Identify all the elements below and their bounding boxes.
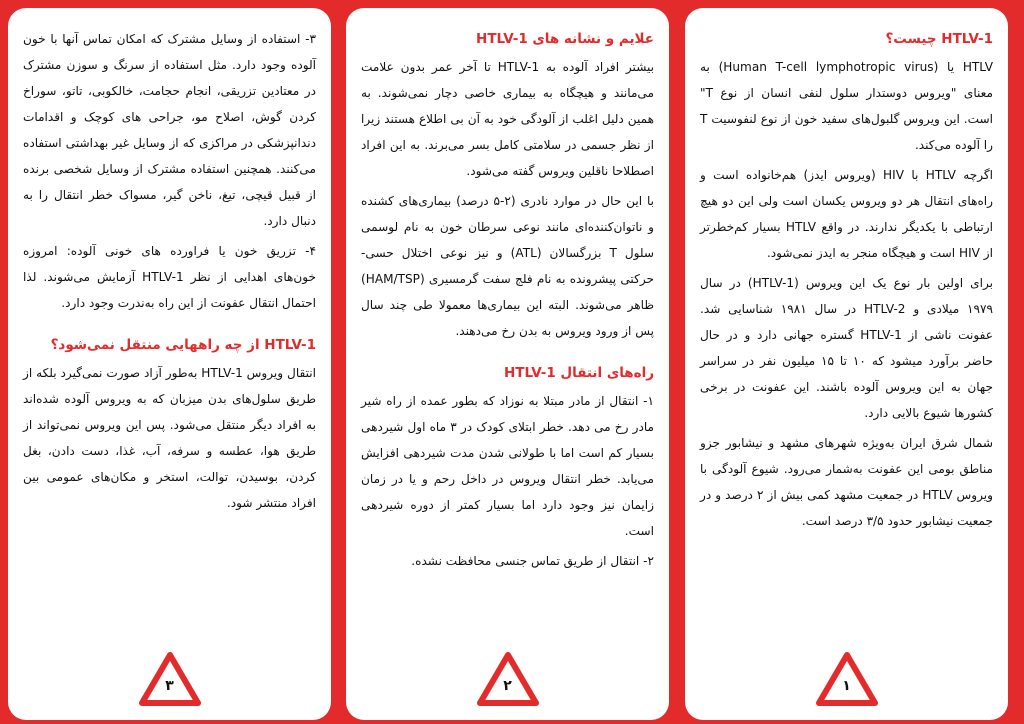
- section-heading-not-transmitted: HTLV-1 از چه راههایی منتقل نمی‌شود؟: [50, 337, 316, 353]
- paragraph: بیشتر افراد آلوده به HTLV-1 تا آخر عمر بدون علامت می‌مانند و هیچگاه به بیماری خاصی دچار نمی‌شوند. به همین دلیل اغلب از آلودگی خود به آن بی اطلاع هستند زیرا از نظر جسمی در سلامتی کامل بسر می‌برند. به این افراد اصطلاحا ناقلین ویروس گفته می‌شود.: [361, 60, 654, 178]
- paragraph: با این حال در موارد نادری (۲-۵ درصد) بیماری‌های کشنده و ناتوان‌کننده‌ای مانند نوعی سرطان خون به نام لوسمی سلول T بزرگسالان (ATL) و نیز نوعی اختلال حسی- حرکتی پیشرونده به نام فلج سفت گرمسیری (HAM/TSP) ظاهر می‌شوند. البته این بیماری‌ها معمولا طی چند سال پس از ورود ویروس به بدن رخ می‌دهند.: [361, 194, 654, 338]
- panel-page-2: [346, 8, 669, 720]
- page-number: ۲: [503, 678, 512, 694]
- paragraph: اگرچه HTLV با HIV (ویروس ایدز) هم‌خانواده است و راه‌های انتقال هر دو ویروس یکسان است ولی این دو هیچ ارتباطی با یکدیگر ندارند. در واقع HTLV بسیار کم‌خطرتر از HIV است و هیچگاه منجر به ایدز نمی‌شود.: [700, 168, 993, 260]
- page-number-badge: [139, 652, 201, 706]
- paragraph: ۲- انتقال از طریق تماس جنسی محافظت نشده.: [411, 554, 654, 568]
- panel-content: [8, 8, 331, 516]
- page-number-badge: [816, 652, 878, 706]
- panel-page-1: [685, 8, 1008, 720]
- paragraph: ۳- استفاده از وسایل مشترک که امکان تماس آنها با خون آلوده وجود دارد. مثل استفاده از سرنگ و سوزن مشترک در معتادین تزریقی، انجام حجامت، خالکوبی، تاتو، سوراخ کردن گوش، اصلاح مو، جراحی های کوچک و اقدامات دندانپزشکی در مراکزی که از وسایل غیر بهداشتی استفاده می‌کنند. همچنین استفاده مشترک از وسایل شخصی برنده از قبیل قیچی، تیغ، ناخن گیر، مسواک خطر انتقال را به دنبال دارد.: [23, 32, 316, 228]
- page-number-badge: [477, 652, 539, 706]
- section-heading-symptoms: علایم و نشانه های HTLV-1: [476, 31, 654, 47]
- paragraph: برای اولین بار نوع یک این ویروس (HTLV-1) در سال ۱۹۷۹ میلادی و HTLV-2 در سال ۱۹۸۱ شناسایی شد. عفونت ناشی از HTLV-1 گستره جهانی دارد و در حال حاضر برآورد میشود که ۱۰ تا ۱۵ میلیون نفر در سراسر جهان به این ویروس آلوده باشند. این عفونت در برخی کشورها شیوع بالایی دارد.: [700, 276, 993, 420]
- paragraph: HTLV یا (Human T-cell lymphotropic virus) به معنای "ویروس دوستدار سلول لنفی انسان از نوع T" است. این ویروس گلبول‌های سفید خون از نوع لنفوسیت T را آلوده می‌کند.: [700, 60, 993, 152]
- panel-page-3: [8, 8, 331, 720]
- page-number: ۳: [165, 678, 174, 694]
- paragraph: شمال شرق ایران به‌ویژه شهرهای مشهد و نیشابور جزو مناطق بومی این عفونت به‌شمار می‌رود. شیوع آلودگی با ویروس HTLV در جمعیت مشهد کمی بیش از ۲ درصد و در جمعیت نیشابور حدود ۳/۵ درصد است.: [700, 436, 993, 528]
- panel-content: [346, 8, 669, 574]
- section-heading-transmission: راه‌های انتقال HTLV-1: [504, 365, 654, 381]
- panel-content: [685, 8, 1008, 534]
- paragraph: ۴- تزریق خون یا فراورده های خونی آلوده: امروزه خون‌های اهدایی از نظر HTLV-1 آزمایش می‌شوند. لذا احتمال انتقال عفونت از این راه به‌ندرت وجود دارد.: [23, 244, 317, 310]
- paragraph: انتقال ویروس HTLV-1 به‌طور آزاد صورت نمی‌گیرد بلکه از طریق سلول‌های بدن میزبان که به ویروس آلوده شده‌اند به افراد دیگر منتقل می‌شود. پس این ویروس نمی‌تواند از طریق هوا، عطسه و سرفه، آب، غذا، دست دادن، بغل کردن، بوسیدن، توالت، استخر و مکان‌های عمومی بین افراد منتشر شود.: [23, 366, 316, 510]
- page-number: ۱: [842, 678, 851, 694]
- section-heading-what-is-htlv: HTLV-1 چیست؟: [885, 31, 993, 47]
- paragraph: ۱- انتقال از مادر مبتلا به نوزاد که بطور عمده از راه شیر مادر رخ می دهد. خطر ابتلای کودک در ۳ ماه اول شیردهی بسیار کم است اما با طولانی شدن مدت شیردهی افزایش می‌یابد. خطر انتقال ویروس در داخل رحم و یا در زمان زایمان نیز وجود دارد اما بسیار کمتر از دوره شیردهی است.: [361, 394, 654, 538]
